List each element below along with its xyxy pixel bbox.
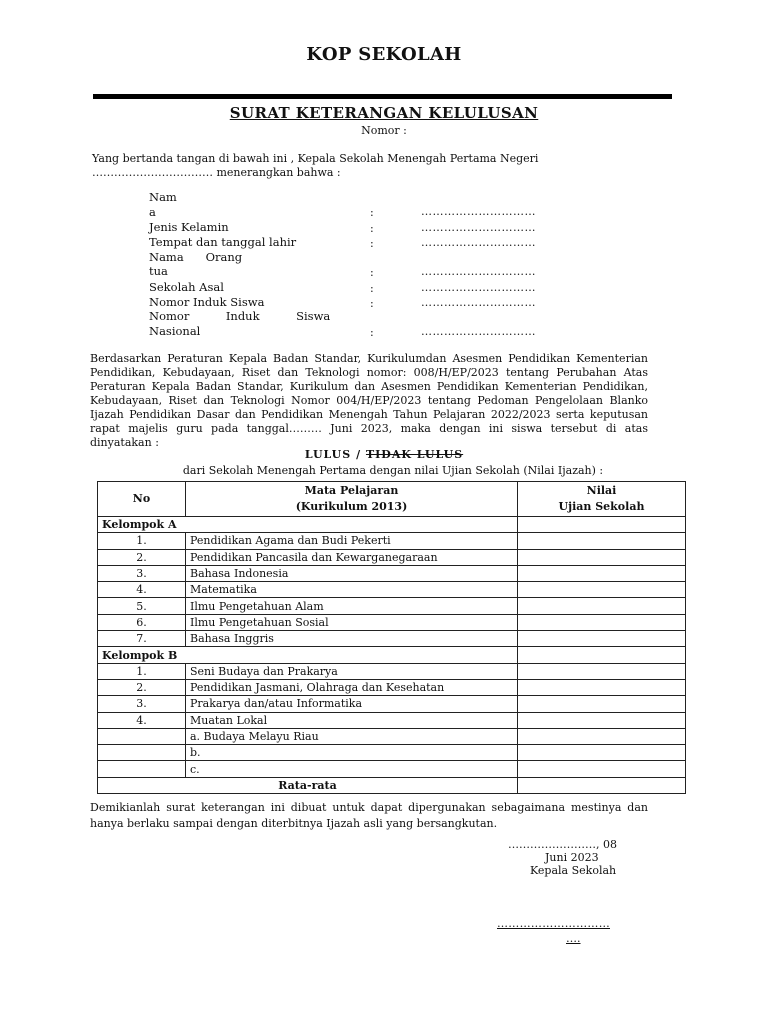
grade-cell [518, 598, 686, 614]
grades-table [97, 481, 686, 794]
group-label: Kelompok A [98, 517, 518, 533]
field-label-orang-tua-1: Nama Orang [149, 250, 243, 264]
field-label-nisn-1: Nomor Induk Siswa [149, 309, 331, 323]
field-colon: : [370, 206, 374, 219]
row-number [98, 761, 186, 777]
field-value-orang-tua: ………………………… [421, 265, 536, 278]
grade-cell [518, 696, 686, 712]
field-label-jenis-kelamin: Jenis Kelamin [149, 220, 229, 234]
row-number: 6. [98, 614, 186, 630]
subject-name: Pendidikan Jasmani, Olahraga dan Kesehatan [186, 679, 518, 695]
row-number: 2. [98, 679, 186, 695]
subject-name: Pendidikan Pancasila dan Kewarganegaraan [186, 549, 518, 565]
average-row [98, 777, 686, 793]
row-number [98, 728, 186, 744]
document-number: Nomor : [361, 124, 407, 137]
field-colon: : [370, 326, 374, 339]
subject-name: Prakarya dan/atau Informatika [186, 696, 518, 712]
table-row [98, 614, 686, 630]
row-number: 4. [98, 712, 186, 728]
subject-name: Pendidikan Agama dan Budi Pekerti [186, 533, 518, 549]
subject-name: a. Budaya Melayu Riau [186, 728, 518, 744]
graduation-status [0, 448, 768, 461]
grade-cell [518, 533, 686, 549]
average-label: Rata-rata [98, 777, 518, 793]
row-number: 3. [98, 696, 186, 712]
table-row [98, 631, 686, 647]
closing-statement: Demikianlah surat keterangan ini dibuat untuk dapat dipergunakan sebagaimana mestinya dan hanya berlaku sampai dengan diterbitnya Ijazah asli yang bersangkutan. [90, 801, 648, 830]
table-row [98, 598, 686, 614]
field-value-jenis-kelamin: ………………………… [421, 221, 536, 234]
subject-name: Seni Budaya dan Prakarya [186, 663, 518, 679]
grade-cell [518, 517, 686, 533]
field-colon: : [370, 297, 374, 310]
table-row [98, 565, 686, 581]
subject-name: Ilmu Pengetahuan Sosial [186, 614, 518, 630]
average-value [518, 777, 686, 793]
group-row-b [98, 647, 686, 663]
table-row [98, 549, 686, 565]
grade-cell [518, 761, 686, 777]
table-row [98, 679, 686, 695]
subject-name: Ilmu Pengetahuan Alam [186, 598, 518, 614]
header-mapel-line2: (Kurikulum 2013) [295, 500, 408, 513]
status-lulus: LULUS [304, 448, 352, 461]
header-nilai-line2: Ujian Sekolah [558, 500, 645, 513]
signature-month-year: Juni 2023 [545, 851, 599, 864]
group-label: Kelompok B [98, 647, 518, 663]
grades-subheading: dari Sekolah Menengah Pertama dengan nilai Ujian Sekolah (Nilai Ijazah) : [182, 464, 604, 477]
row-number: 2. [98, 549, 186, 565]
field-label-sekolah-asal: Sekolah Asal [149, 280, 224, 294]
row-number: 1. [98, 533, 186, 549]
signature-place-date: ……………………, 08 [508, 838, 617, 851]
field-label-ttl: Tempat dan tanggal lahir [149, 235, 297, 249]
table-row [98, 745, 686, 761]
document-title: SURAT KETERANGAN KELULUSAN [229, 104, 539, 122]
status-tidak-lulus: TIDAK LULUS [365, 448, 464, 461]
grade-cell [518, 631, 686, 647]
field-label-nisn-2: Nasional [149, 324, 201, 338]
header-mata-pelajaran [186, 482, 518, 517]
table-row [98, 761, 686, 777]
field-value-ttl: ………………………… [421, 236, 536, 249]
row-number: 3. [98, 565, 186, 581]
table-header-row [98, 482, 686, 517]
letterhead-rule [93, 94, 672, 99]
table-row [98, 582, 686, 598]
header-no: No [98, 482, 186, 517]
subject-name: Bahasa Inggris [186, 631, 518, 647]
letterhead-title: KOP SEKOLAH [306, 44, 462, 65]
group-row-a [98, 517, 686, 533]
row-number: 5. [98, 598, 186, 614]
intro-line-1: Yang bertanda tangan di bawah ini , Kepala Sekolah Menengah Pertama Negeri [92, 152, 539, 165]
subject-name: Bahasa Indonesia [186, 565, 518, 581]
field-colon: : [370, 222, 374, 235]
status-separator: / [356, 448, 362, 461]
header-mapel-line1: Mata Pelajaran [304, 484, 399, 497]
field-value-nis: ………………………… [421, 296, 536, 309]
table-row [98, 533, 686, 549]
field-colon: : [370, 282, 374, 295]
row-number [98, 745, 186, 761]
subject-name: b. [186, 745, 518, 761]
subject-name: c. [186, 761, 518, 777]
intro-line-2: …………………………… menerangkan bahwa : [92, 166, 341, 179]
field-label-orang-tua-2: tua [149, 264, 168, 278]
subject-name: Muatan Lokal [186, 712, 518, 728]
grade-cell [518, 549, 686, 565]
field-value-sekolah-asal: ………………………… [421, 281, 536, 294]
header-nilai [518, 482, 686, 517]
field-value-nama: ………………………… [421, 205, 536, 218]
grade-cell [518, 728, 686, 744]
signature-name-line: ………………………… [497, 917, 610, 930]
table-row [98, 728, 686, 744]
grade-cell [518, 647, 686, 663]
field-label-nama-2: a [149, 205, 156, 219]
grade-cell [518, 712, 686, 728]
subject-name: Matematika [186, 582, 518, 598]
field-label-nama-1: Nam [149, 190, 177, 204]
grade-cell [518, 663, 686, 679]
table-row [98, 663, 686, 679]
row-number: 1. [98, 663, 186, 679]
signature-name-line-2: …. [566, 932, 581, 945]
table-row [98, 712, 686, 728]
grade-cell [518, 679, 686, 695]
row-number: 4. [98, 582, 186, 598]
field-value-nisn: ………………………… [421, 325, 536, 338]
table-row [98, 696, 686, 712]
row-number: 7. [98, 631, 186, 647]
grade-cell [518, 582, 686, 598]
header-nilai-line1: Nilai [586, 484, 617, 497]
field-colon: : [370, 237, 374, 250]
signature-position: Kepala Sekolah [530, 864, 617, 877]
field-label-nis: Nomor Induk Siswa [149, 295, 265, 309]
grade-cell [518, 745, 686, 761]
grade-cell [518, 614, 686, 630]
grade-cell [518, 565, 686, 581]
field-colon: : [370, 266, 374, 279]
legal-basis-paragraph: Berdasarkan Peraturan Kepala Badan Standar, Kurikulumdan Asesmen Pendidikan Kementerian Pendidikan, Kebudayaan, Riset dan Teknologi nomor: 008/H/EP/2023 tentang Perubahan Atas Peraturan Kepala Badan Standar, Kurikulum dan Asesmen Pendidikan Kementerian Pendidikan, Kebudayaan, Riset dan Teknologi Nomor 004/H/EP/2023 tentang Pedoman Pengelolaan Blanko Ijazah Pendidikan Dasar dan Pendidikan Menengah Tahun Pelajaran 2022/2023 serta keputusan rapat majelis guru pada tanggal……… Juni 2023, maka dengan ini siswa tersebut di atas dinyatakan : [90, 352, 648, 449]
